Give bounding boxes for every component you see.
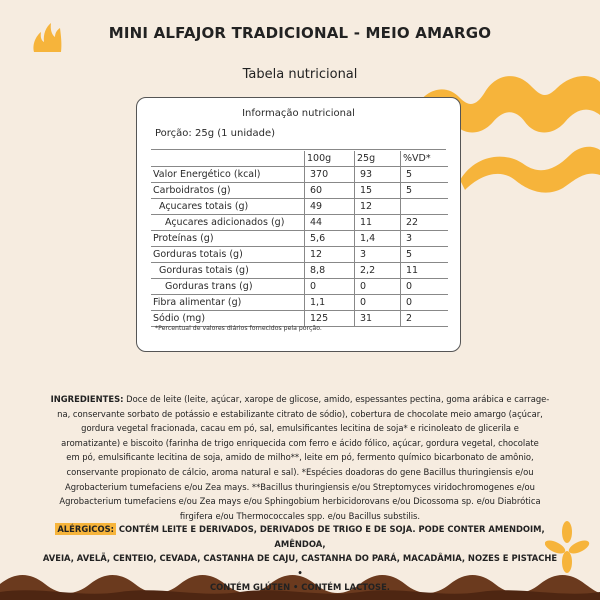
ingredients-line: em pó, emulsificante lecitina de soja, amido de milho**, leite em pó, fermento químico bicarbonato de amônio, xyxy=(66,452,534,463)
value-vd: 5 xyxy=(401,247,449,263)
value-25g: 15 xyxy=(355,183,401,199)
nutrition-heading: Informação nutricional xyxy=(242,108,355,119)
column-header: %VD* xyxy=(401,151,449,167)
table-row xyxy=(151,167,448,183)
header-blank xyxy=(151,151,305,167)
ingredients-line: Agrobacterium tumefaciens e/ou Zea mays e/ou Sphingobium herbicidorovans e/ou Dicossoma sp. e/ou Diabrótica xyxy=(59,496,541,507)
nutrient-label: Valor Energético (kcal) xyxy=(151,167,305,183)
table-row xyxy=(151,231,448,247)
allergens-label: ALÉRGICOS: xyxy=(57,524,114,534)
value-100g: 125 xyxy=(305,311,355,327)
value-25g: 12 xyxy=(355,199,401,215)
value-100g: 5,6 xyxy=(305,231,355,247)
ingredients-line: na, conservante sorbato de potássio e estabilizante citrato de sódio), cobertura de chocolate meio amargo (açúcar, xyxy=(57,408,543,419)
nutrition-table xyxy=(151,151,448,327)
value-vd: 22 xyxy=(401,215,449,231)
nutrient-label: Gorduras totais (g) xyxy=(151,263,305,279)
ingredients-line: Agrobacterium tumefaciens e/ou Zea mays. **Bacillus thuringiensis e/ou Streptomyces viridochromogenes e/ou xyxy=(64,481,535,492)
value-25g: 3 xyxy=(355,247,401,263)
table-row xyxy=(151,183,448,199)
ingredients-line: aromatizante) e biscoito (farinha de trigo enriquecida com ferro e ácido fólico, açúcar, gordura vegetal, chocolate xyxy=(61,437,539,448)
nutrient-label: Açucares adicionados (g) xyxy=(151,215,305,231)
table-header-row xyxy=(151,151,448,167)
value-100g: 49 xyxy=(305,199,355,215)
footnote: *Percentual de valores diários fornecidos pela porção. xyxy=(155,325,322,332)
value-vd: 5 xyxy=(401,167,449,183)
value-100g: 44 xyxy=(305,215,355,231)
nutrition-table-card xyxy=(136,97,461,352)
value-vd: 5 xyxy=(401,183,449,199)
column-header: 25g xyxy=(355,151,401,167)
ingredients-label: INGREDIENTES: xyxy=(50,394,124,404)
column-header: 100g xyxy=(305,151,355,167)
section-title: Tabela nutricional xyxy=(242,67,358,82)
table-row xyxy=(151,215,448,231)
value-25g: 2,2 xyxy=(355,263,401,279)
wave-shape xyxy=(445,140,600,195)
value-vd: 3 xyxy=(401,231,449,247)
value-100g: 8,8 xyxy=(305,263,355,279)
nutrient-label: Gorduras trans (g) xyxy=(151,279,305,295)
nutrient-label: Fibra alimentar (g) xyxy=(151,295,305,311)
ingredients-line xyxy=(6,392,594,407)
ingredients-line: conservante propionato de cálcio, aroma natural e sal). *Espécies doadoras do gene Bacillus thuringiensis e/ou xyxy=(66,466,534,477)
allergens-line-text: CONTÉM LEITE E DERIVADOS, DERIVADOS DE TRIGO E DE SOJA. PODE CONTER AMENDOIM, AMÊNDOA, xyxy=(118,524,545,549)
nutrient-label: Açucares totais (g) xyxy=(151,199,305,215)
nutrient-label: Proteínas (g) xyxy=(151,231,305,247)
allergens-line xyxy=(40,522,560,551)
table-row xyxy=(151,279,448,295)
value-25g: 0 xyxy=(355,279,401,295)
table-row xyxy=(151,295,448,311)
value-100g: 0 xyxy=(305,279,355,295)
value-vd xyxy=(401,199,449,215)
value-100g: 1,1 xyxy=(305,295,355,311)
ingredients-line: gordura vegetal fracionada, cacau em pó, sal, emulsificantes lecitina de soja* e ricinoleato de glicerila e xyxy=(81,423,519,434)
ingredients-line-text: Doce de leite (leite, açúcar, xarope de glicose, amido, espessantes pectina, goma arábica e carrage- xyxy=(126,394,550,404)
value-vd: 0 xyxy=(401,279,449,295)
allergens-line: CONTÉM GLÚTEN • CONTÉM LACTOSE. xyxy=(210,582,390,593)
portion-text: Porção: 25g (1 unidade) xyxy=(155,128,275,139)
value-25g: 93 xyxy=(355,167,401,183)
nutrient-label: Carboidratos (g) xyxy=(151,183,305,199)
nutrient-label: Sódio (mg) xyxy=(151,311,305,327)
ingredients-text xyxy=(6,392,594,523)
value-vd: 2 xyxy=(401,311,449,327)
value-100g: 60 xyxy=(305,183,355,199)
value-100g: 370 xyxy=(305,167,355,183)
table-row xyxy=(151,247,448,263)
allergens-line: AVEIA, AVELÃ, CENTEIO, CEVADA, CASTANHA DE CAJU, CASTANHA DO PARÁ, MACADÂMIA, NOZES E PISTACHE • xyxy=(42,553,558,578)
ingredients-line: firgifera e/ou Thermococcales spp. e/ou Bacillus substilis. xyxy=(179,510,421,521)
value-25g: 1,4 xyxy=(355,231,401,247)
value-25g: 0 xyxy=(355,295,401,311)
value-100g: 12 xyxy=(305,247,355,263)
nutrient-label: Gorduras totais (g) xyxy=(151,247,305,263)
product-title: MINI ALFAJOR TRADICIONAL - MEIO AMARGO xyxy=(108,24,492,42)
value-25g: 31 xyxy=(355,311,401,327)
allergens-text xyxy=(40,522,560,595)
value-vd: 11 xyxy=(401,263,449,279)
divider xyxy=(151,149,446,150)
table-row xyxy=(151,263,448,279)
table-row xyxy=(151,199,448,215)
value-25g: 11 xyxy=(355,215,401,231)
value-vd: 0 xyxy=(401,295,449,311)
